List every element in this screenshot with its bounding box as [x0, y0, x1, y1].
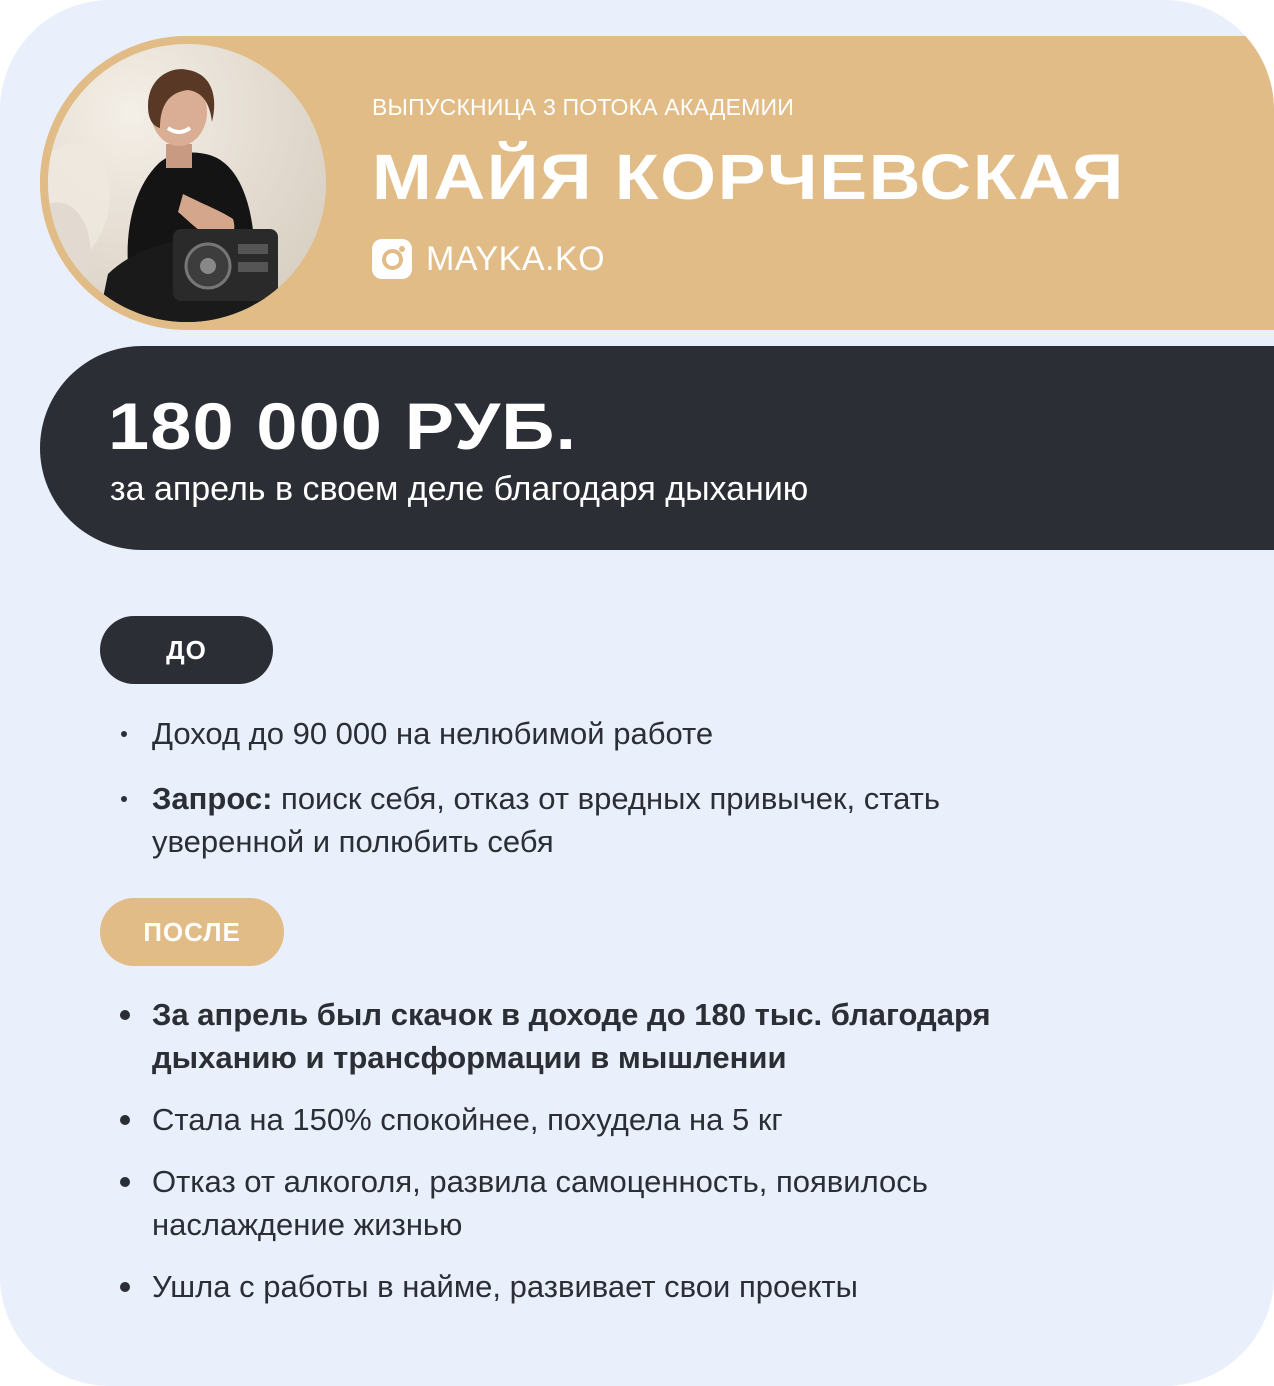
before-label: ДО [100, 616, 273, 684]
after-label: ПОСЛЕ [100, 898, 284, 966]
result-value: 180 000 РУБ. [108, 389, 578, 463]
graduate-subtitle: ВЫПУСКНИЦА 3 ПОТОКА АКАДЕМИИ [372, 94, 794, 120]
instagram-handle: MAYKA.KO [426, 239, 606, 278]
bullet-icon [121, 796, 127, 802]
list-item: Отказ от алкоголя, развила самоценность, появилось наслаждение жизнью [100, 1160, 1060, 1246]
bullet-icon [120, 1282, 130, 1292]
bullet-icon [121, 731, 127, 737]
after-list [100, 993, 1060, 1327]
instagram-icon [372, 239, 412, 279]
list-item: Запрос: поиск себя, отказ от вредных привычек, стать уверенной и полюбить себя [100, 777, 1000, 863]
before-list [100, 712, 1000, 885]
bullet-icon [120, 1177, 130, 1187]
person-name: МАЙЯ КОРЧЕВСКАЯ [372, 141, 1125, 213]
avatar-photo [48, 44, 326, 322]
bullet-icon [120, 1010, 130, 1020]
list-item: Стала на 150% спокойнее, похудела на 5 кг [100, 1098, 1060, 1141]
list-item: Доход до 90 000 на нелюбимой работе [100, 712, 1000, 755]
result-caption: за апрель в своем деле благодаря дыханию [110, 470, 809, 508]
bullet-icon [120, 1115, 130, 1125]
avatar [40, 36, 334, 330]
list-item: Ушла с работы в найме, развивает свои проекты [100, 1265, 1060, 1308]
instagram-link[interactable] [372, 238, 605, 280]
list-item: За апрель был скачок в доходе до 180 тыс. благодаря дыханию и трансформации в мышлении [100, 993, 1060, 1079]
